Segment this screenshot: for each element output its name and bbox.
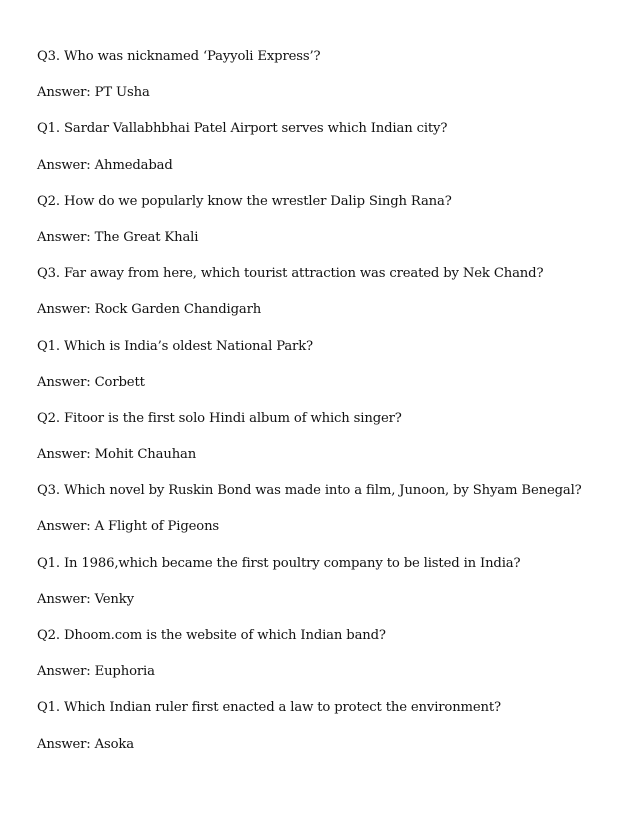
question-line: Q1. Which Indian ruler first enacted a law to protect the environment?	[37, 700, 501, 716]
answer-line: Answer: A Flight of Pigeons	[37, 519, 220, 535]
question-line: Q2. How do we popularly know the wrestler Dalip Singh Rana?	[37, 193, 452, 209]
quiz-list	[37, 45, 617, 769]
answer-line: Answer: Euphoria	[37, 664, 155, 680]
answer-line: Answer: Venky	[37, 591, 134, 607]
answer-line: Answer: Corbett	[37, 374, 145, 390]
question-line: Q1. In 1986,which became the first poultry company to be listed in India?	[37, 555, 521, 571]
answer-line: Answer: The Great Khali	[37, 229, 199, 245]
answer-line: Answer: Mohit Chauhan	[37, 447, 197, 463]
answer-line: Answer: Rock Garden Chandigarh	[37, 302, 262, 318]
answer-line: Answer: Ahmedabad	[37, 157, 173, 173]
answer-line: Answer: PT Usha	[37, 85, 150, 101]
answer-line: Answer: Asoka	[37, 736, 134, 752]
question-line: Q1. Sardar Vallabhbhai Patel Airport serves which Indian city?	[37, 121, 448, 137]
question-line: Q2. Dhoom.com is the website of which Indian band?	[37, 628, 386, 643]
question-line: Q3. Far away from here, which tourist attraction was created by Nek Chand?	[37, 266, 544, 282]
question-line: Q3. Who was nicknamed ‘Payyoli Express’?	[37, 49, 321, 64]
question-line: Q3. Which novel by Ruskin Bond was made into a film, Junoon, by Shyam Benegal?	[37, 483, 582, 499]
question-line: Q1. Which is India’s oldest National Park?	[37, 338, 313, 354]
question-line: Q2. Fitoor is the first solo Hindi album of which singer?	[37, 410, 402, 426]
